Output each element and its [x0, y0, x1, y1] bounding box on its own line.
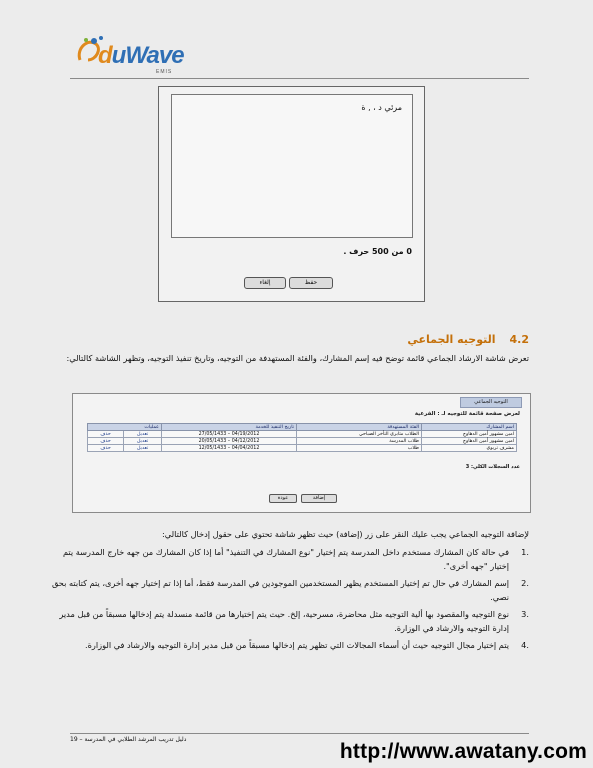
- col-target: الفئة المستهدفة: [297, 424, 422, 431]
- col-participant: اسم المشارك: [422, 424, 517, 431]
- table-header-row: [88, 424, 517, 431]
- edit-link[interactable]: تعديل: [124, 445, 162, 452]
- table-row: [88, 431, 517, 438]
- col-actions: عمليات: [88, 424, 162, 431]
- list-item: .3 نوع التوجيه والمقصود بها ألية التوجيه مثل محاضرة، مسرحية، إلخ. حيث يتم إختيارها من قائمة منسدلة يتم إدخالها مسبقاً من قبل مدير إدارة التوجيه والارشاد في الوزارة.: [59, 609, 529, 633]
- logo-subtitle: EMIS: [156, 69, 173, 75]
- cancel-button[interactable]: إلغاء: [244, 277, 286, 289]
- cell-target: طلاب المدرسة: [297, 438, 422, 445]
- tab-group-guidance[interactable]: التوجيه الجماعي: [460, 397, 522, 408]
- char-counter: 0 من 500 حرف .: [343, 247, 412, 256]
- header-rule: [70, 78, 529, 79]
- cell-target: طلاب: [297, 445, 422, 452]
- section-heading: [407, 333, 529, 346]
- cell-participant: امين مشهور أمين الدهاوج: [422, 438, 517, 445]
- page-footer: دليل تدريب المرشد الطلابي في المدرسة – 19: [70, 736, 187, 743]
- eduwave-logo: [74, 32, 184, 80]
- cell-date: 04/12/2012 – 20/05/1433: [162, 438, 297, 445]
- record-count: عدد السجلات الكلي: 3: [465, 464, 520, 470]
- group-guidance-screenshot: [72, 393, 531, 513]
- delete-link[interactable]: حذف: [88, 445, 124, 452]
- cell-date: 04/04/2012 – 12/05/1433: [162, 445, 297, 452]
- table-row: [88, 445, 517, 452]
- intro-paragraph: تعرض شاشة الارشاد الجماعي قائمة توضح فيه إسم المشارك، والفئة المستهدفة من التوجيه، وتاريخ تنفيذ التوجيه، وتظهر الشاشة كالتالي:: [66, 353, 529, 363]
- field-list: [43, 545, 529, 655]
- delete-link[interactable]: حذف: [88, 438, 124, 445]
- watermark-url: http://www.awatany.com: [339, 740, 587, 763]
- edit-link[interactable]: تعديل: [124, 438, 162, 445]
- cell-participant: امين مشهور أمين الدهاوج: [422, 431, 517, 438]
- back-button[interactable]: عودة: [269, 494, 297, 503]
- logo-wordmark: duWave: [98, 42, 184, 69]
- textarea-content: مرئي د ، , ة: [361, 103, 402, 112]
- add-paragraph: لإضافة التوجيه الجماعي يجب عليك النقر على زر (إضافة) حيث تظهر شاشة تحتوي على حقول إدخال كالتالي:: [162, 529, 529, 539]
- notes-textarea[interactable]: [171, 94, 413, 238]
- list-item: .2 إسم المشارك في حال تم إختيار المستخدم يظهر المستخدمين الموجودين في المدرسة فقط، أما إذا تم إختيار جهه أخرى، يتم كتابته بحق نصي.: [51, 578, 529, 602]
- cell-target: الطلاب مثابري التأخر الصباحي: [297, 431, 422, 438]
- col-date: تاريخ التنفيذ للخدمة: [162, 424, 297, 431]
- section-number: 4.2: [509, 333, 529, 346]
- footer-rule: [70, 733, 529, 734]
- cell-date: 04/19/2012 – 27/05/1433: [162, 431, 297, 438]
- table-row: [88, 438, 517, 445]
- add-button[interactable]: إضافة: [301, 494, 337, 503]
- list-item: .4 يتم إختيار مجال التوجيه حيث أن أسماء المجالات التي تظهر يتم إدخالها مسبقاً من قبل مدير إدارة التوجيه والارشاد في الوزارة.: [85, 640, 529, 650]
- cell-participant: مشرف تربوي: [422, 445, 517, 452]
- edit-link[interactable]: تعديل: [124, 431, 162, 438]
- list-title: لعرض صفحة قائمة للتوجيه لـ : الفرعية: [414, 411, 520, 417]
- section-title: التوجيه الجماعي: [407, 333, 496, 346]
- notes-form-screenshot: [158, 86, 425, 302]
- list-item: .1 في حالة كان المشارك مستخدم داخل المدرسة يتم إختيار "نوع المشارك في التنفيذ" أما إذا كان المشارك من جهه خارج المدرسة يتم إختيار "جهه أخرى".: [62, 547, 529, 571]
- save-button[interactable]: حفظ: [289, 277, 333, 289]
- guidance-table: [87, 423, 517, 452]
- delete-link[interactable]: حذف: [88, 431, 124, 438]
